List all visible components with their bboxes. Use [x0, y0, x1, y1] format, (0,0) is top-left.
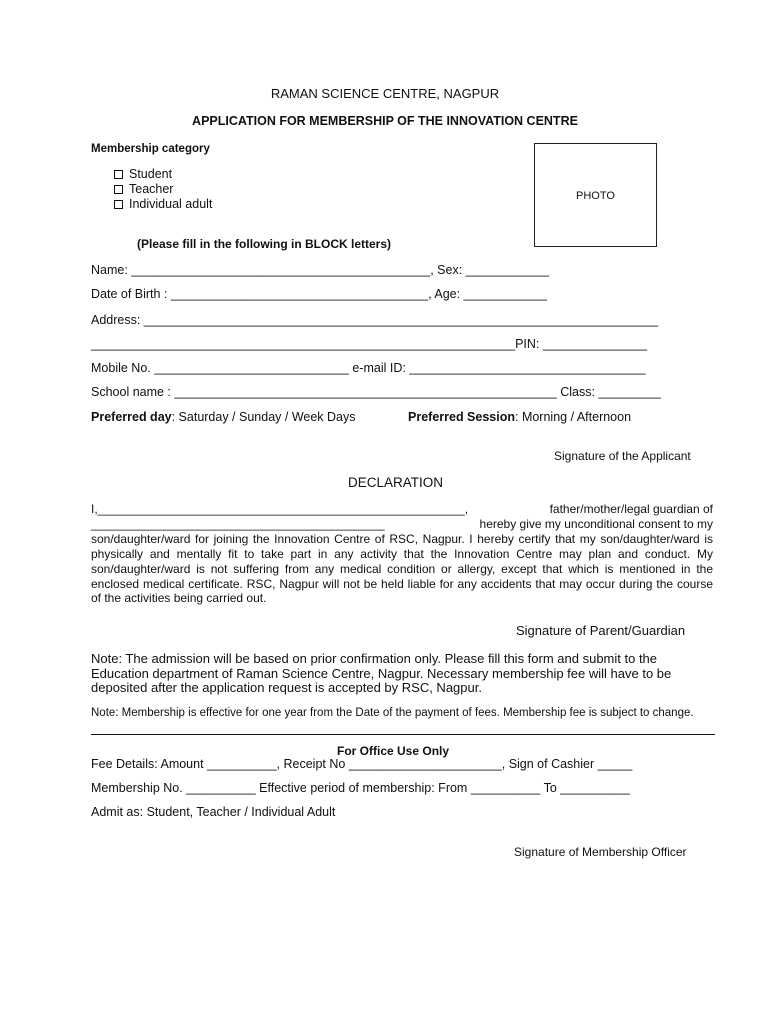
membership-note: Note: Membership is effective for one year from the Date of the payment of fees. Membership fee is subject to change.: [91, 707, 694, 719]
declaration-consent: hereby give my unconditional consent to my: [479, 516, 713, 531]
declaration-name-blank[interactable]: I,_______________________________________________________,: [91, 502, 469, 516]
checkbox-student[interactable]: [114, 170, 123, 179]
option-teacher-label: Teacher: [129, 182, 174, 196]
dob-field[interactable]: Date of Birth : _____________________________________, Age: ____________: [91, 287, 547, 301]
declaration-ward-blank[interactable]: ____________________________________________: [91, 516, 385, 531]
form-title: APPLICATION FOR MEMBERSHIP OF THE INNOVATION CENTRE: [192, 114, 578, 128]
option-teacher[interactable]: [114, 182, 173, 197]
preferred-session-value: : Morning / Afternoon: [515, 410, 632, 424]
school-class-field[interactable]: School name : _______________________________________________________ Class: _________: [91, 385, 661, 399]
preferred-session-label: Preferred Session: [408, 410, 515, 424]
admission-note: Note: The admission will be based on prior confirmation only. Please fill this form and submit to the Education department of Raman Science Centre, Nagpur. Necessary membership fee will have to be deposited after the application request is accepted by RSC, Nagpur.: [91, 651, 672, 696]
address-field-line2[interactable]: _____________________________________________________________PIN: _______________: [91, 337, 648, 351]
preferred-day: [91, 410, 356, 425]
option-student[interactable]: [114, 167, 172, 182]
option-individual-adult-label: Individual adult: [129, 197, 213, 211]
org-name: RAMAN SCIENCE CENTRE, NAGPUR: [270, 86, 500, 101]
membership-period[interactable]: Membership No. __________ Effective period of membership: From __________ To __________: [91, 781, 630, 795]
declaration-relation: father/mother/legal guardian of: [549, 502, 713, 516]
checkbox-teacher[interactable]: [114, 185, 123, 194]
checkbox-individual-adult[interactable]: [114, 200, 123, 209]
declaration-heading: DECLARATION: [348, 475, 444, 490]
mobile-email-field[interactable]: Mobile No. ____________________________ e-mail ID: __________________________________: [91, 361, 646, 375]
signature-parent: Signature of Parent/Guardian: [516, 623, 686, 638]
block-letters-instruction: (Please fill in the following in BLOCK letters): [137, 237, 392, 251]
declaration-body: son/daughter/ward for joining the Innovation Centre of RSC, Nagpur. I hereby certify that my son/daughter/ward is physically and mentally fit to take part in any activity that the Innovation Centre may plan and conduct. My son/daughter/ward is not suffering from any medical condition or allergy, except that which is mentioned in the enclosed medical certificate. RSC, Nagpur will not be held liable for any accidents that may occur during the course of the activities being carried out.: [91, 531, 713, 606]
signature-officer: Signature of Membership Officer: [514, 845, 687, 859]
preferred-session: [408, 410, 631, 425]
option-student-label: Student: [129, 167, 173, 181]
declaration-line-1: [91, 502, 713, 517]
declaration-text: [91, 502, 713, 606]
photo-box: [534, 143, 657, 247]
signature-applicant: Signature of the Applicant: [554, 449, 691, 463]
name-field[interactable]: Name: ___________________________________________, Sex: ____________: [91, 263, 550, 277]
office-heading: For Office Use Only: [337, 744, 450, 758]
membership-heading: Membership category: [91, 143, 210, 155]
divider: [91, 734, 715, 735]
admit-as: Admit as: Student, Teacher / Individual Adult: [91, 805, 336, 819]
fee-details[interactable]: Fee Details: Amount __________, Receipt No ______________________, Sign of Cashier _____: [91, 757, 633, 771]
preferred-day-label: Preferred day: [91, 410, 172, 424]
preferred-day-value: : Saturday / Sunday / Week Days: [171, 410, 356, 424]
option-individual-adult[interactable]: [114, 197, 212, 212]
declaration-line-2: [91, 517, 713, 532]
photo-label: PHOTO: [576, 190, 615, 202]
address-field-line1[interactable]: Address: __________________________________________________________________________: [91, 313, 659, 327]
